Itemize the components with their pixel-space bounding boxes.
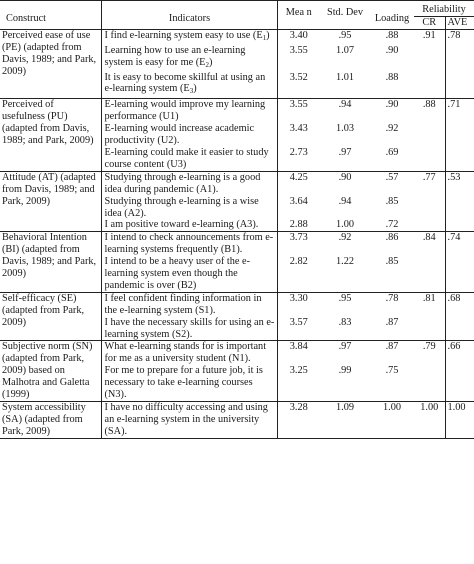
indicator-cell: I feel confident finding information in the e-learning system (S1). xyxy=(101,292,277,316)
std-dev-cell: .83 xyxy=(338,316,352,328)
table-row xyxy=(0,171,474,195)
indicator-cell: I intend to check announcements from e-learning systems frequently (B1). xyxy=(101,232,277,256)
table-row xyxy=(0,341,474,365)
loading-cell: .92 xyxy=(385,123,399,135)
indicator-cell: Learning how to use an e-learning system is easy for me $(E_2)$ xyxy=(101,45,277,72)
loading-cell: .86 xyxy=(370,232,414,256)
ave-cell: .66 xyxy=(445,341,474,402)
mean-cell: 3.43 xyxy=(289,123,308,135)
ave-cell: .74 xyxy=(445,232,474,293)
std-dev-cell: 1.07 xyxy=(335,44,355,56)
loading-cell: .87 xyxy=(370,341,414,365)
loading-header: Loading xyxy=(370,1,414,30)
mean-cell: 3.55 xyxy=(289,44,308,56)
cr-cell: .84 xyxy=(414,232,445,293)
mean-cell: 2.82 xyxy=(289,256,308,268)
std-dev-cell: 1.22 xyxy=(335,256,355,268)
loading-cell: .78 xyxy=(370,292,414,316)
indicator-subscript: 1 xyxy=(262,33,267,42)
loading-cell: .57 xyxy=(370,171,414,195)
mean-cell: 3.84 xyxy=(277,341,320,365)
indicator-cell: What e-learning stands for is important for me as a university student (N1). xyxy=(101,341,277,365)
mean-cell: 3.40 xyxy=(277,29,320,44)
std-dev-header: Std. Dev xyxy=(320,1,370,30)
construct-cell: Perceived of usefulness (PU) (adapted from Davis, 1989; and Park, 2009) xyxy=(0,99,101,171)
indicator-subscript: 2 xyxy=(205,60,209,69)
table-row xyxy=(0,402,474,439)
mean-cell: 3.57 xyxy=(289,316,308,328)
mean-cell: 2.73 xyxy=(289,146,308,158)
mean-cell: 3.52 xyxy=(289,71,308,83)
ave-cell: .68 xyxy=(445,292,474,341)
indicator-subscript: 3 xyxy=(189,87,194,96)
cr-cell: .88 xyxy=(414,99,445,171)
cr-cell: 1.00 xyxy=(414,402,445,439)
std-dev-cell: .95 xyxy=(320,29,370,44)
loading-cell: .72 xyxy=(385,219,399,231)
ave-cell: .78 xyxy=(445,29,474,99)
std-dev-cell: .95 xyxy=(320,292,370,316)
loading-cell: .85 xyxy=(385,256,399,268)
mean-cell: 3.55 xyxy=(277,99,320,123)
std-dev-cell: .90 xyxy=(320,171,370,195)
construct-cell: System accessibility (SA) (adapted from Park, 2009) xyxy=(0,402,101,439)
std-dev-cell: .92 xyxy=(320,232,370,256)
mean-header: Mea n xyxy=(277,1,320,30)
indicator-cell: I have the necessary skills for using an e-learning system (S2). xyxy=(101,317,277,341)
ave-header: AVE xyxy=(445,16,474,29)
construct-cell: Attitude (AT) (adapted from Davis, 1989; and Park, 2009) xyxy=(0,171,101,232)
ave-cell: 1.00 xyxy=(445,402,474,439)
loading-cell: .90 xyxy=(370,99,414,123)
mean-cell: 3.64 xyxy=(289,195,308,207)
std-dev-cell: .94 xyxy=(320,99,370,123)
std-dev-cell: 1.01 xyxy=(335,71,355,83)
indicator-cell: I find e-learning system easy to use $(E_1)$ xyxy=(101,29,277,44)
loading-cell: .87 xyxy=(385,316,399,328)
std-dev-cell: 1.00 xyxy=(335,219,355,231)
cr-cell: .79 xyxy=(414,341,445,402)
loading-cell: .90 xyxy=(385,44,399,56)
table-row xyxy=(0,232,474,256)
mean-cell: 3.73 xyxy=(277,232,320,256)
std-dev-cell: .97 xyxy=(320,341,370,365)
indicator-cell: I am positive toward e-learning (A3). xyxy=(101,219,277,231)
cr-header: CR xyxy=(414,16,445,29)
construct-cell: Perceived ease of use (PE) (adapted from Davis, 1989; and Park, 2009) xyxy=(0,29,101,99)
loading-cell: .88 xyxy=(370,29,414,44)
loading-cell: .69 xyxy=(385,146,399,158)
loading-cell: .85 xyxy=(385,195,399,207)
reliability-header: Reliability xyxy=(414,1,474,17)
construct-cell: Behavioral Intention (BI) (adapted from Davis, 1989; and Park, 2009) xyxy=(0,232,101,293)
mean-cell: 3.30 xyxy=(277,292,320,316)
indicator-cell: I intend to be a heavy user of the e-learning system even though the pandemic is over (B2) xyxy=(101,256,277,292)
construct-cell: Subjective norm (SN) (adapted from Park, 2009) based on Malhotra and Galetta (1999) xyxy=(0,341,101,402)
cr-cell: .77 xyxy=(414,171,445,232)
std-dev-cell: 1.09 xyxy=(320,402,370,439)
indicator-cell: It is easy to become skillful at using an e-learning system $(E_3)$ xyxy=(101,72,277,99)
indicator-cell: Studying through e-learning is a wise idea (A2). xyxy=(101,196,277,220)
indicator-cell: I have no difficulty accessing and using an e-learning system in the university (SA). xyxy=(101,402,277,439)
loading-cell: .88 xyxy=(385,71,399,83)
cr-cell: .81 xyxy=(414,292,445,341)
indicator-cell: E-learning would increase academic productivity (U2). xyxy=(101,123,277,147)
table-row xyxy=(0,292,474,316)
table-row xyxy=(0,29,474,44)
loading-cell: 1.00 xyxy=(370,402,414,439)
mean-cell: 3.25 xyxy=(289,365,308,377)
ave-cell: .53 xyxy=(445,171,474,232)
std-dev-cell: .97 xyxy=(338,146,352,158)
std-dev-cell: .94 xyxy=(338,195,352,207)
mean-cell: 3.28 xyxy=(277,402,320,439)
table-body xyxy=(0,29,474,438)
indicator-cell: E-learning could make it easier to study course content (U3) xyxy=(101,147,277,171)
cr-cell: .91 xyxy=(414,29,445,99)
indicator-cell: Studying through e-learning is a good idea during pandemic (A1). xyxy=(101,171,277,195)
table-row xyxy=(0,99,474,123)
construct-cell: Self-efficacy (SE) (adapted from Park, 2009) xyxy=(0,292,101,341)
indicator-cell: E-learning would improve my learning performance (U1) xyxy=(101,99,277,123)
indicator-cell: For me to prepare for a future job, it is necessary to take e-learning courses (N3). xyxy=(101,365,277,401)
std-dev-cell: .99 xyxy=(338,365,352,377)
loading-cell: .75 xyxy=(385,365,399,377)
mean-cell: 2.88 xyxy=(289,219,308,231)
indicators-header: Indicators xyxy=(101,1,277,30)
construct-header: Construct xyxy=(0,1,101,30)
ave-cell: .71 xyxy=(445,99,474,171)
std-dev-cell: 1.03 xyxy=(335,123,355,135)
mean-cell: 4.25 xyxy=(277,171,320,195)
